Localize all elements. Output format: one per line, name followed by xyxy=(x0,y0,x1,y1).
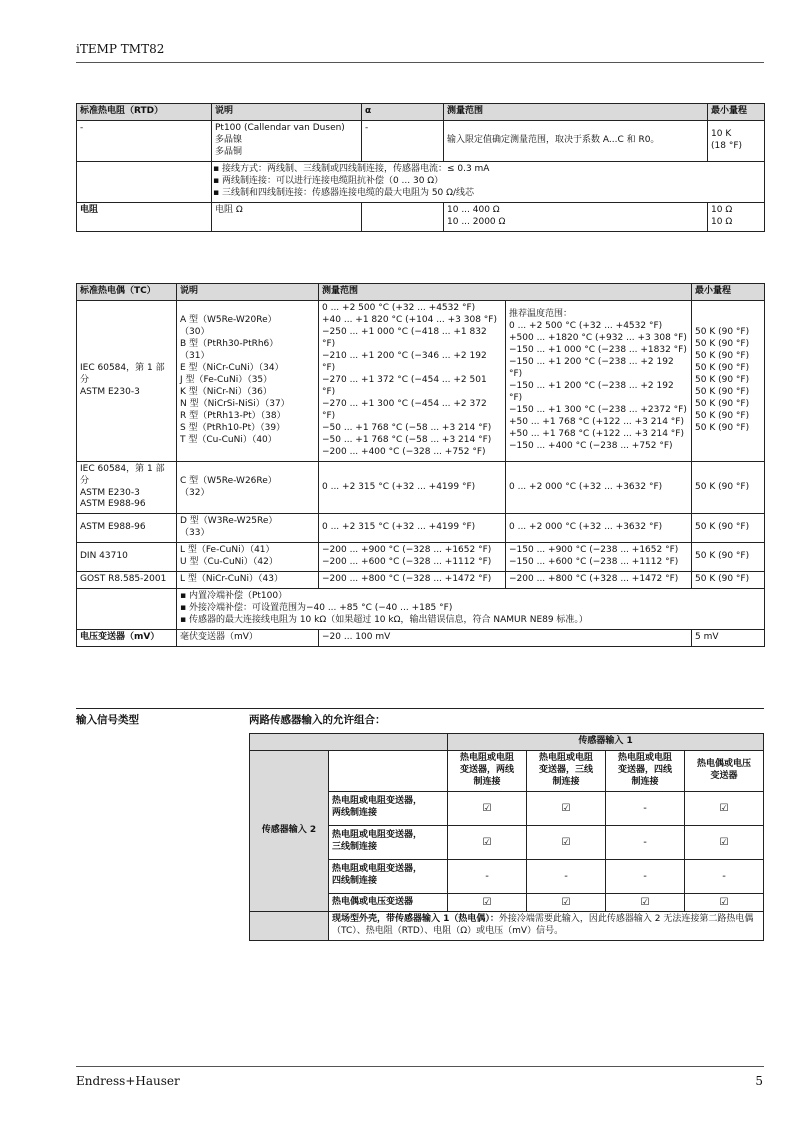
tc-table xyxy=(76,283,765,647)
tc-span-line: 50 K (90 °F) xyxy=(695,374,750,385)
tc-recommended-line: 推荐温度范围： xyxy=(509,308,573,319)
combo-note-text: 外接冷端需要此输入，因此传感器输入 2 无法连接第二路热电偶（TC）、热电阻（RTD）、电阻（Ω）或电压（mV）信号。 xyxy=(332,914,754,937)
tc-range xyxy=(319,461,506,514)
tc-types-line: L 型（Fe-CuNi）（41） xyxy=(180,545,275,556)
rtd-note: ▪ 接线方式：两线制、三线制或四线制连接，传感器电流：≤ 0.3 mA xyxy=(213,163,490,174)
tc-types-line: （32） xyxy=(180,487,210,498)
tc-types-line: K 型（NiCr-Ni）（36） xyxy=(180,386,272,397)
tc-range xyxy=(319,300,506,461)
tc-span xyxy=(692,543,765,572)
tc-standard xyxy=(77,572,177,589)
tc-notes-spacer xyxy=(77,589,177,630)
tc-types-line: （33） xyxy=(180,528,210,539)
tc-recommended-line: 0 ... +2 500 °C (+32 ... +4532 °F) xyxy=(509,320,663,331)
tc-range-line: −270 ... +1 372 °C (−454 ... +2 501 °F) xyxy=(322,374,487,397)
rtd-desc xyxy=(212,120,362,161)
sensor2-label: 传感器输入 2 xyxy=(250,750,329,911)
tc-recommended-line: +500 ... +1820 °C (+932 ... +3 308 °F) xyxy=(509,332,687,343)
section-divider xyxy=(76,708,764,709)
tc-recommended-line: 0 ... +2 000 °C (+32 ... +3632 °F) xyxy=(509,522,663,533)
tc-standard-line: DIN 43710 xyxy=(80,551,128,562)
tc-recommended xyxy=(506,543,692,572)
rtd-desc-line: 多晶镍 xyxy=(215,134,243,145)
rtd-notes-spacer xyxy=(77,161,212,202)
res-span xyxy=(708,202,765,231)
col-head-line: 制连接 xyxy=(473,776,501,787)
rtd-notes xyxy=(212,161,765,202)
tc-row xyxy=(77,514,765,543)
res-alpha xyxy=(362,202,444,231)
row-label-line: 热电阻或电阻变送器， xyxy=(332,864,423,875)
tc-recommended-line: 0 ... +2 000 °C (+32 ... +3632 °F) xyxy=(509,481,663,492)
tc-body xyxy=(77,300,765,588)
tc-standard-line: IEC 60584，第 1 部 xyxy=(80,463,165,474)
rtd-standard: - xyxy=(77,120,212,161)
rtd-table xyxy=(76,103,765,232)
tc-recommended-line: −150 ... +1 000 °C (−238 ... +1832 °F) xyxy=(509,344,687,355)
tc-span-line: 50 K (90 °F) xyxy=(695,326,750,337)
combo-note xyxy=(329,912,764,941)
tc-span-line: 50 K (90 °F) xyxy=(695,551,750,562)
tc-range-line: 0 ... +2 315 °C (+32 ... +4199 °F) xyxy=(322,481,476,492)
tc-span-line: 50 K (90 °F) xyxy=(695,350,750,361)
row-label-line: 三线制连接 xyxy=(332,842,378,853)
tc-recommended-line: −150 ... +1 200 °C (−238 ... +2 192 °F) xyxy=(509,356,674,379)
rtd-col-desc: 说明 xyxy=(212,104,362,121)
mv-span: 5 mV xyxy=(692,630,765,647)
tc-standard xyxy=(77,461,177,514)
tc-span-line: 50 K (90 °F) xyxy=(695,522,750,533)
rtd-col-span: 最小量程 xyxy=(708,104,765,121)
tc-range-line: −210 ... +1 200 °C (−346 ... +2 192 °F) xyxy=(322,350,487,373)
section-label: 输入信号类型 xyxy=(76,714,139,726)
tc-range-line: −200 ... +600 °C (−328 ... +1112 °F) xyxy=(322,557,492,568)
tc-col-range: 测量范围 xyxy=(319,284,692,301)
tc-col-desc: 说明 xyxy=(177,284,319,301)
combo-note-row xyxy=(250,912,764,941)
rtd-notes-row xyxy=(77,161,765,202)
col-head-line: 热电阻或电阻 xyxy=(459,752,514,763)
tc-recommended-line: −150 ... +1 200 °C (−238 ... +2 192 °F) xyxy=(509,380,674,403)
tc-range xyxy=(319,514,506,543)
tc-range-line: −50 ... +1 768 °C (−58 ... +3 214 °F) xyxy=(322,434,492,445)
col-head-line: 热电阻或电阻 xyxy=(538,752,593,763)
tc-notes xyxy=(177,589,765,630)
combo-cell: ☑ xyxy=(527,893,606,911)
combo-colhead-row xyxy=(250,750,764,791)
res-range-line: 10 ... 2000 Ω xyxy=(447,216,506,227)
combo-cell: - xyxy=(606,825,685,859)
tc-types xyxy=(177,461,319,514)
combo-cell: - xyxy=(606,791,685,825)
rtd-col-standard: 标准热电阻（RTD） xyxy=(77,104,212,121)
combo-cell: - xyxy=(685,859,764,893)
tc-standard-line: 分 xyxy=(80,475,90,486)
tc-range-line: 0 ... +2 315 °C (+32 ... +4199 °F) xyxy=(322,522,476,533)
combo-cell: ☑ xyxy=(685,791,764,825)
combo-cell: - xyxy=(606,859,685,893)
rtd-col-alpha: α xyxy=(362,104,444,121)
tc-types-line: （30） xyxy=(180,326,210,337)
tc-range-line: −200 ... +400 °C (−328 ... +752 °F) xyxy=(322,446,486,457)
rtd-note: ▪ 三线制和四线制连接：传感器连接电缆的最大电阻为 50 Ω/线芯 xyxy=(213,187,475,198)
tc-types-line: C 型（W5Re-W26Re） xyxy=(180,475,277,486)
tc-range-line: 0 ... +2 500 °C (+32 ... +4532 °F) xyxy=(322,302,476,313)
tc-recommended xyxy=(506,514,692,543)
rtd-range: 输入限定值确定测量范围，取决于系数 A...C 和 R0。 xyxy=(444,120,708,161)
tc-standard xyxy=(77,543,177,572)
tc-recommended-line: −150 ... +400 °C (−238 ... +752 °F) xyxy=(509,440,673,451)
tc-recommended-line: −150 ... +600 °C (−238 ... +1112 °F) xyxy=(509,557,679,568)
res-span-line: 10 Ω xyxy=(711,216,733,227)
combo-cell: - xyxy=(527,859,606,893)
tc-col-span: 最小量程 xyxy=(692,284,765,301)
tc-notes-row xyxy=(77,589,765,630)
tc-standard-line: ASTM E230-3 xyxy=(80,386,140,397)
mv-desc: 毫伏变送器（mV） xyxy=(177,630,319,647)
row-label-line: 热电阻或电阻变送器， xyxy=(332,796,423,807)
tc-types xyxy=(177,300,319,461)
page-number: 5 xyxy=(755,1074,763,1088)
col-2wire xyxy=(448,750,527,791)
tc-standard-line: ASTM E988-96 xyxy=(80,522,146,533)
tc-col-standard: 标准热电偶（TC） xyxy=(77,284,177,301)
tc-types-line: （31） xyxy=(180,350,210,361)
tc-standard-line: GOST R8.585-2001 xyxy=(80,574,167,585)
tc-types-line: J 型（Fe-CuNi）（35） xyxy=(180,374,273,385)
tc-types-line: D 型（W3Re-W25Re） xyxy=(180,516,278,527)
combo-cell: - xyxy=(448,859,527,893)
combo-cell: ☑ xyxy=(448,893,527,911)
tc-span xyxy=(692,461,765,514)
rtd-span-line: (18 °F) xyxy=(711,140,743,151)
tc-recommended xyxy=(506,572,692,589)
tc-recommended-line: −150 ... +900 °C (−238 ... +1652 °F) xyxy=(509,545,679,556)
combo-note-spacer xyxy=(250,912,329,941)
tc-range-line: −50 ... +1 768 °C (−58 ... +3 214 °F) xyxy=(322,422,492,433)
combo-blank xyxy=(329,750,448,791)
footer-divider xyxy=(76,1066,764,1067)
tc-types-line: S 型（PtRh10-Pt）（39） xyxy=(180,422,286,433)
tc-row xyxy=(77,300,765,461)
res-range-line: 10 ... 400 Ω xyxy=(447,204,500,215)
col-tc xyxy=(685,750,764,791)
combo-cell: ☑ xyxy=(527,825,606,859)
tc-types-line: U 型（Cu-CuNi）（42） xyxy=(180,557,278,568)
tc-span-line: 50 K (90 °F) xyxy=(695,410,750,421)
rtd-row-resistance xyxy=(77,202,765,231)
tc-types xyxy=(177,543,319,572)
tc-standard-line: ASTM E230-3 xyxy=(80,487,140,498)
tc-span-line: 50 K (90 °F) xyxy=(695,338,750,349)
col-head-line: 热电阻或电阻 xyxy=(617,752,672,763)
rtd-alpha: - xyxy=(362,120,444,161)
tc-span-line: 50 K (90 °F) xyxy=(695,481,750,492)
tc-standard-line: 分 xyxy=(80,374,90,385)
combo-table xyxy=(249,733,764,941)
res-standard: 电阻 xyxy=(77,202,212,231)
combo-head-row xyxy=(250,734,764,751)
rtd-desc-line: Pt100 (Callendar van Dusen) xyxy=(215,122,345,133)
tc-range-line: +40 ... +1 820 °C (+104 ... +3 308 °F) xyxy=(322,314,497,325)
combo-cell: ☑ xyxy=(685,825,764,859)
rtd-row-pt100 xyxy=(77,120,765,161)
row-label-line: 热电阻或电阻变送器， xyxy=(332,830,423,841)
tc-range-line: −270 ... +1 300 °C (−454 ... +2 372 °F) xyxy=(322,398,487,421)
res-span-line: 10 Ω xyxy=(711,204,733,215)
tc-note: ▪ 外接冷端补偿：可设置范围为−40 ... +85 °C (−40 ... +185 °F) xyxy=(180,603,453,614)
col-4wire xyxy=(606,750,685,791)
tc-recommended xyxy=(506,300,692,461)
tc-range-line: −250 ... +1 000 °C (−418 ... +1 832 °F) xyxy=(322,326,487,349)
combo-note-bold: 现场型外壳，带传感器输入 1（热电偶）： xyxy=(332,914,499,925)
row-label-line: 两线制连接 xyxy=(332,808,378,819)
tc-note: ▪ 传感器的最大连接线电阻为 10 kΩ（如果超过 10 kΩ，输出错误信息，符合 NAMUR NE89 标准。） xyxy=(180,615,588,626)
tc-types xyxy=(177,514,319,543)
row-label-line: 四线制连接 xyxy=(332,876,378,887)
tc-types-line: A 型（W5Re-W20Re） xyxy=(180,314,277,325)
rtd-note: ▪ 两线制连接：可以进行连接电缆阻抗补偿（0 ... 30 Ω） xyxy=(213,175,444,186)
combo-corner xyxy=(250,734,448,751)
tc-recommended-line: +50 ... +1 768 °C (+122 ... +3 214 °F) xyxy=(509,428,684,439)
tc-span xyxy=(692,514,765,543)
col-head-line: 制连接 xyxy=(631,776,659,787)
tc-span-line: 50 K (90 °F) xyxy=(695,574,750,585)
res-range xyxy=(444,202,708,231)
tc-standard-line: IEC 60584，第 1 部 xyxy=(80,362,165,373)
tc-range-line: −200 ... +900 °C (−328 ... +1652 °F) xyxy=(322,545,492,556)
section-title: 两路传感器输入的允许组合： xyxy=(249,714,386,726)
row-label xyxy=(329,791,448,825)
tc-range xyxy=(319,543,506,572)
tc-row xyxy=(77,543,765,572)
tc-types-line: N 型（NiCrSi-NiSi）（37） xyxy=(180,398,290,409)
tc-span-line: 50 K (90 °F) xyxy=(695,386,750,397)
tc-span-line: 50 K (90 °F) xyxy=(695,422,750,433)
col-head-line: 热电偶或电压 xyxy=(697,758,752,769)
tc-types-line: B 型（PtRh30-PtRh6） xyxy=(180,338,279,349)
rtd-header-row xyxy=(77,104,765,121)
col-head-line: 变送器 xyxy=(710,770,738,781)
tc-recommended-line: −200 ... +800 °C (+328 ... +1472 °F) xyxy=(509,574,679,585)
tc-types-line: R 型（PtRh13-Pt）（38） xyxy=(180,410,286,421)
rtd-span xyxy=(708,120,765,161)
tc-types-line: E 型（NiCr-CuNi）（34） xyxy=(180,362,284,373)
combo-cell: ☑ xyxy=(448,825,527,859)
row-label xyxy=(329,893,448,911)
tc-row xyxy=(77,572,765,589)
tc-header-row xyxy=(77,284,765,301)
mv-range: −20 ... 100 mV xyxy=(319,630,692,647)
col-head-line: 变送器，四线 xyxy=(617,764,672,775)
rtd-span-line: 10 K xyxy=(711,128,732,139)
rtd-col-range: 测量范围 xyxy=(444,104,708,121)
row-label-line: 热电偶或电压变送器 xyxy=(332,896,414,907)
tc-range-line: −200 ... +800 °C (−328 ... +1472 °F) xyxy=(322,574,492,585)
tc-span xyxy=(692,300,765,461)
tc-span-line: 50 K (90 °F) xyxy=(695,362,750,373)
tc-types-line: T 型（Cu-CuNi）（40） xyxy=(180,434,277,445)
tc-standard xyxy=(77,514,177,543)
tc-standard xyxy=(77,300,177,461)
document-header: iTEMP TMT82 xyxy=(76,42,165,56)
row-label xyxy=(329,859,448,893)
sensor1-label: 传感器输入 1 xyxy=(448,734,764,751)
row-label xyxy=(329,825,448,859)
tc-span-line: 50 K (90 °F) xyxy=(695,398,750,409)
tc-range xyxy=(319,572,506,589)
rtd-desc-line: 多晶铜 xyxy=(215,146,243,157)
tc-recommended-line: −150 ... +1 300 °C (−238 ... +2372 °F) xyxy=(509,404,687,415)
tc-span xyxy=(692,572,765,589)
tc-standard-line: ASTM E988-96 xyxy=(80,499,146,510)
col-head-line: 制连接 xyxy=(552,776,580,787)
tc-row xyxy=(77,461,765,514)
combo-cell: ☑ xyxy=(685,893,764,911)
tc-recommended-line: +50 ... +1 768 °C (+122 ... +3 214 °F) xyxy=(509,416,684,427)
tc-recommended xyxy=(506,461,692,514)
tc-types xyxy=(177,572,319,589)
tc-types-line: L 型（NiCr-CuNi）（43） xyxy=(180,574,283,585)
footer-brand: Endress+Hauser xyxy=(76,1074,180,1088)
combo-cell: ☑ xyxy=(527,791,606,825)
tc-note: ▪ 内置冷端补偿（Pt100） xyxy=(180,591,288,602)
col-head-line: 变送器，三线 xyxy=(538,764,593,775)
tc-mv-row xyxy=(77,630,765,647)
res-desc: 电阻 Ω xyxy=(212,202,362,231)
header-divider xyxy=(76,62,764,63)
combo-cell: ☑ xyxy=(448,791,527,825)
col-3wire xyxy=(527,750,606,791)
mv-standard: 电压变送器（mV） xyxy=(77,630,177,647)
col-head-line: 变送器，两线 xyxy=(459,764,514,775)
combo-cell: ☑ xyxy=(606,893,685,911)
